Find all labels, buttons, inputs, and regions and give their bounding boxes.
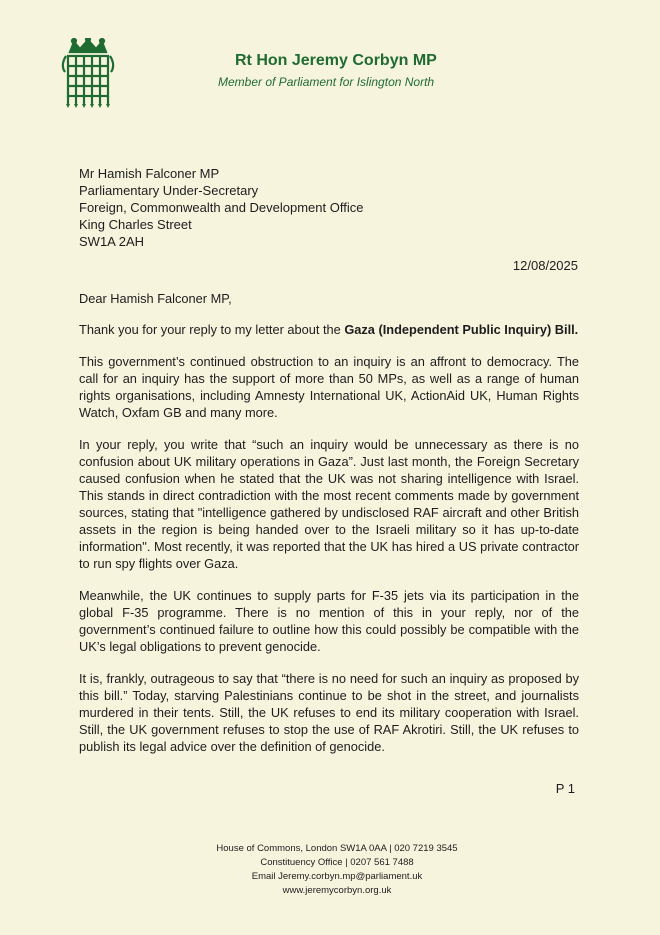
recipient-office: Foreign, Commonwealth and Development Office <box>79 200 364 215</box>
recipient-address <box>79 165 363 250</box>
letterhead-subtitle: Member of Parliament for Islington North <box>218 75 435 89</box>
paragraph-3: In your reply, you write that “such an inquiry would be unnecessary as there is no confusion about UK military operations in Gaza”. Just last month, the Foreign Secretary caused confusion when he stated that the UK was not sharing intelligence with Israel. This stands in direct contradiction with the most recent comments made by government sources, stating that "intelligence gathered by undisclosed RAF aircraft and other British assets in the region is being handed over to the Israeli military so it has up-to-date information". Most recently, it was reported that the UK has hired a US private contractor to run spy flights over Gaza. <box>79 437 579 571</box>
letterhead-name: Rt Hon Jeremy Corbyn MP <box>235 52 437 69</box>
paragraph-4: Meanwhile, the UK continues to supply parts for F-35 jets via its participation in the global F-35 programme. There is no mention of this in your reply, nor of the government’s continued failure to outline how this could possibly be compatible with the UK’s legal obligations to prevent genocide. <box>79 588 579 654</box>
footer-address: House of Commons, London SW1A 0AA | 020 7219 3545 <box>216 843 458 854</box>
footer-constituency: Constituency Office | 0207 561 7488 <box>260 857 414 868</box>
portcullis-icon <box>60 38 116 108</box>
paragraph-1-text: Thank you for your reply to my letter about the <box>79 322 345 337</box>
footer-website: www.jeremycorbyn.org.uk <box>282 885 392 896</box>
page-number: P 1 <box>555 781 575 796</box>
recipient-position: Parliamentary Under-Secretary <box>79 183 259 198</box>
paragraph-2: This government’s continued obstruction to an inquiry is an affront to democracy. The call for an inquiry has the support of more than 50 MPs, as well as a range of human rights organisations, including Amnesty International UK, ActionAid UK, Human Rights Watch, Oxfam GB and many more. <box>79 354 579 420</box>
footer-email: Email Jeremy.corbyn.mp@parliament.uk <box>251 871 423 882</box>
bill-title: Gaza (Independent Public Inquiry) Bill. <box>344 322 579 337</box>
recipient-postcode: SW1A 2AH <box>79 234 145 249</box>
recipient-name: Mr Hamish Falconer MP <box>79 166 220 181</box>
paragraph-5: It is, frankly, outrageous to say that “there is no need for such an inquiry as proposed by this bill.” Today, starving Palestinians continue to be shot in the street, and journalists murdered in their tents. Still, the UK refuses to end its military cooperation with Israel. Still, the UK government refuses to stop the use of RAF Akrotiri. Still, the UK refuses to publish its legal advice over the definition of genocide. <box>79 671 579 754</box>
paragraph-1 <box>79 321 579 338</box>
salutation: Dear Hamish Falconer MP, <box>79 291 232 306</box>
recipient-street: King Charles Street <box>79 217 192 232</box>
letter-footer <box>0 842 660 898</box>
letter-date: 12/08/2025 <box>512 258 578 273</box>
letter-body <box>79 290 579 770</box>
